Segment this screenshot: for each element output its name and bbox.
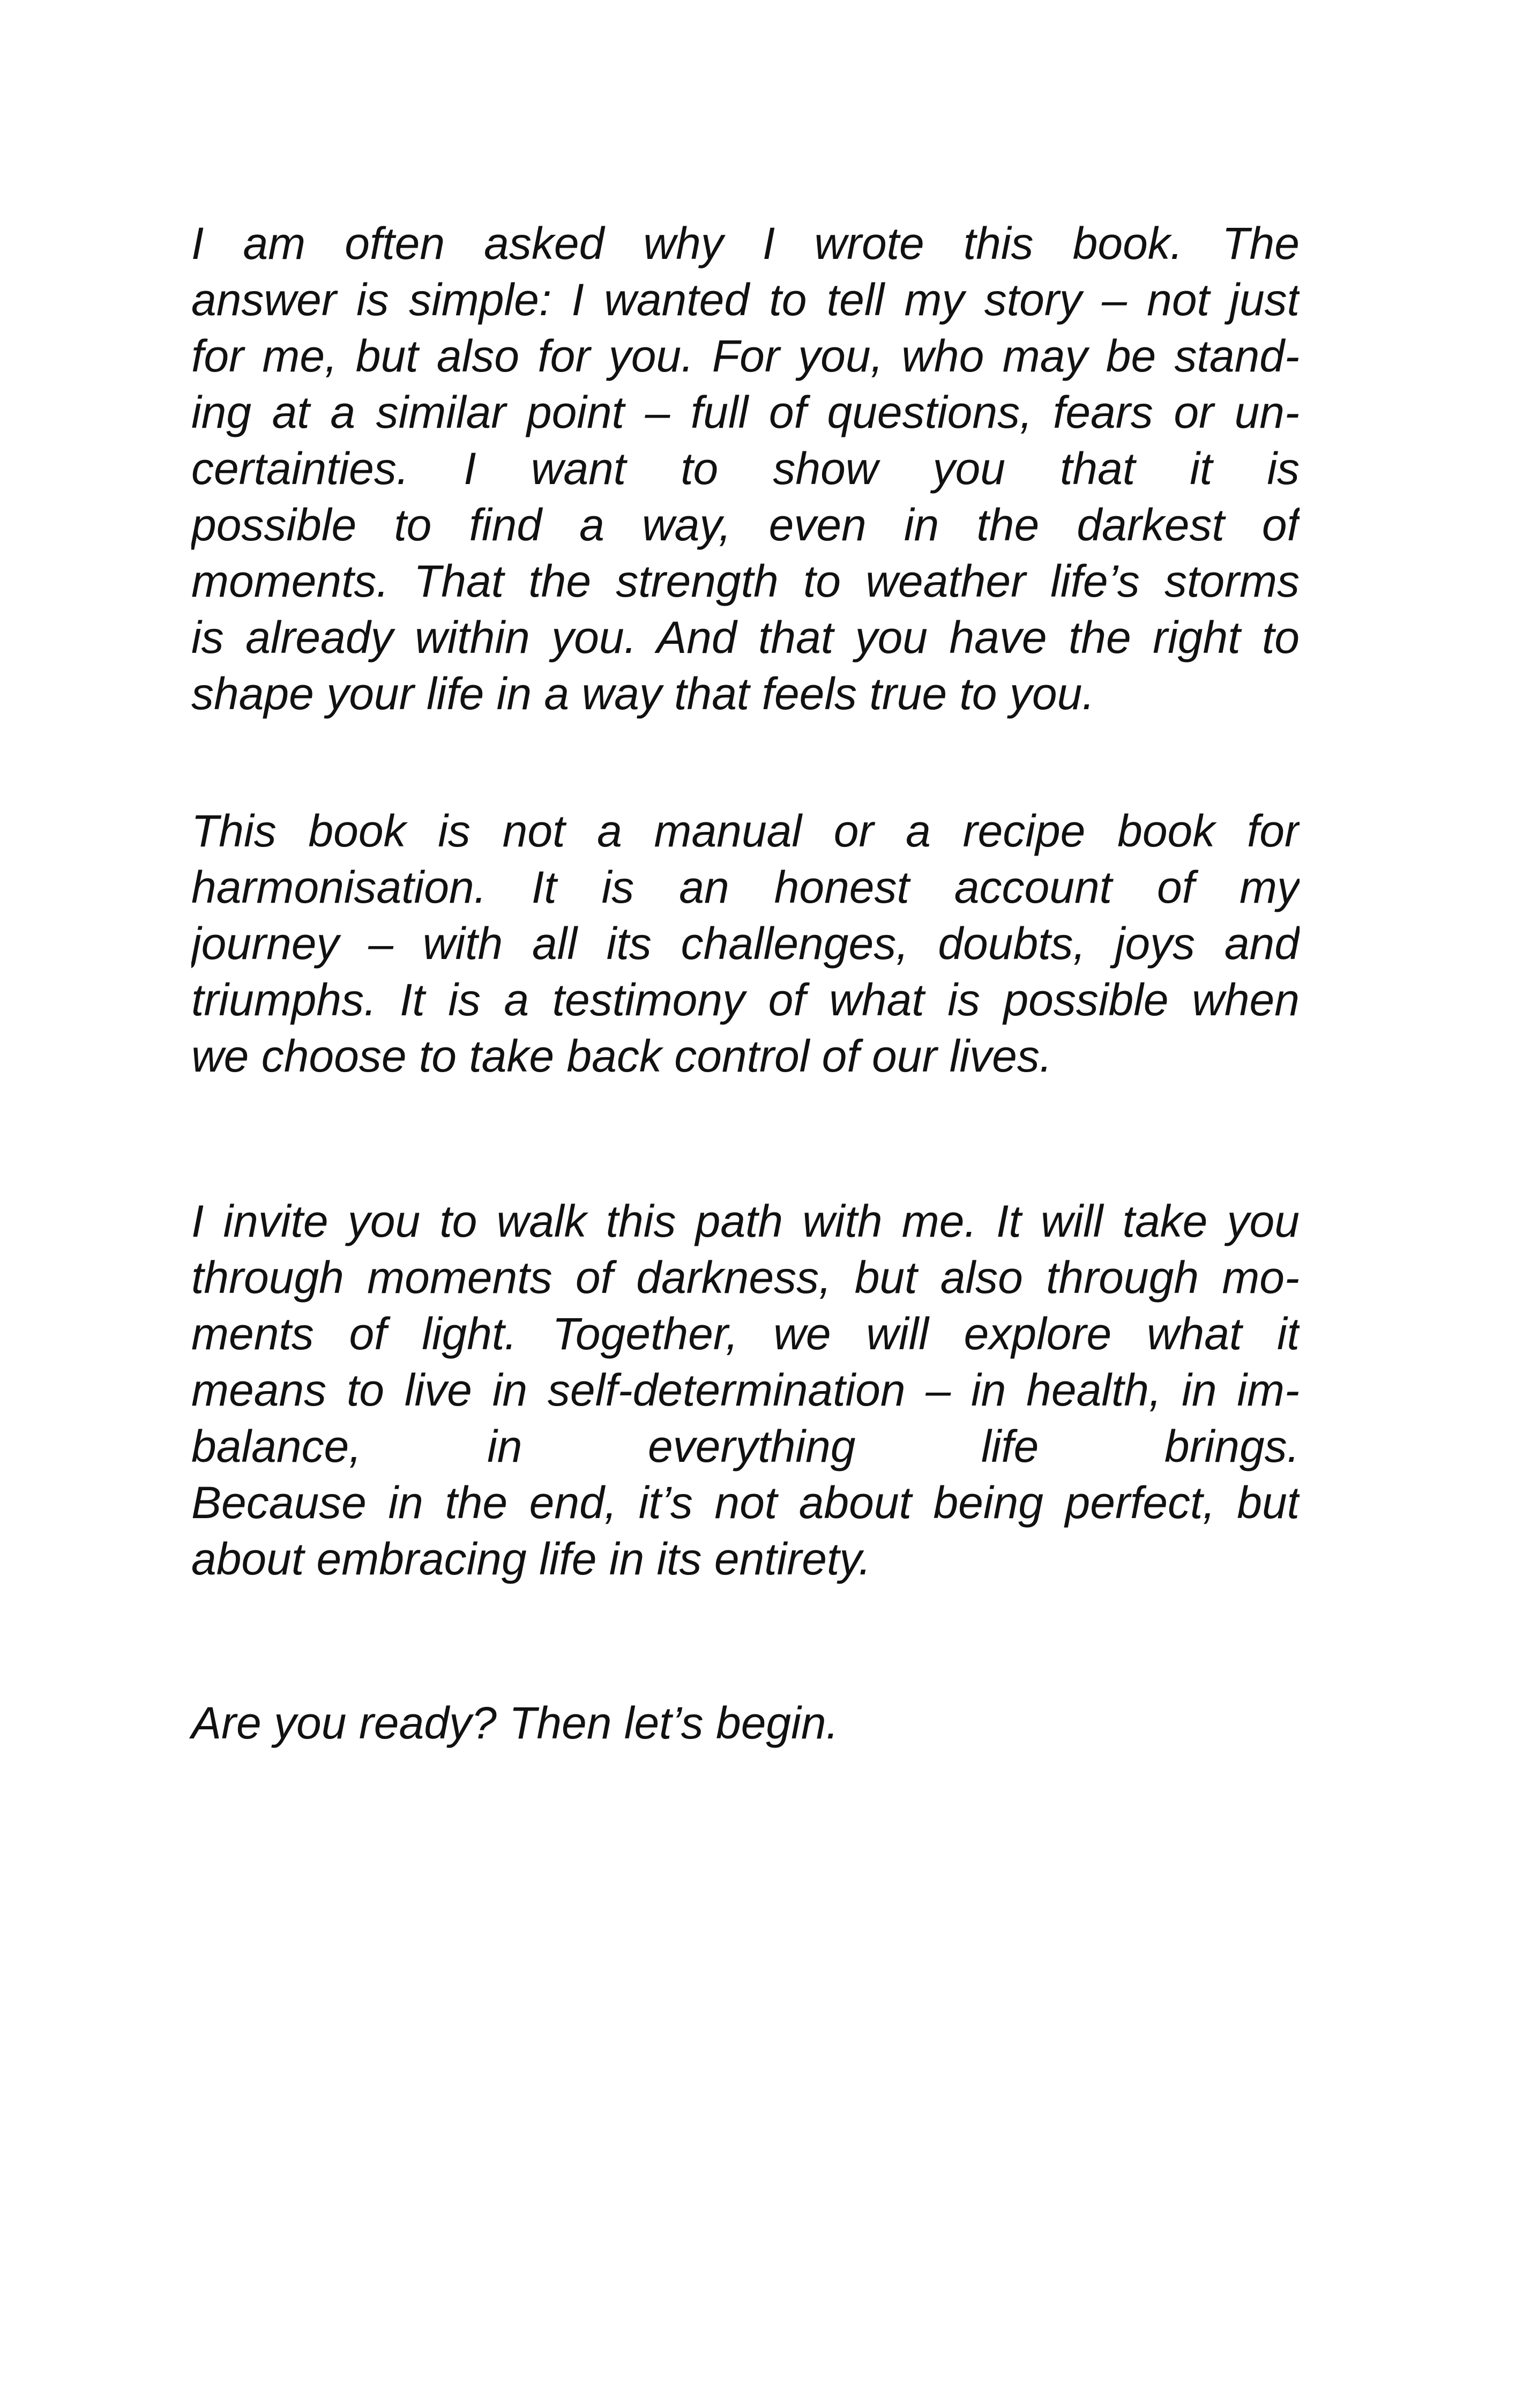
text-line: Are you ready? Then let’s begin. [191, 1698, 839, 1748]
paragraph-not-a-manual [191, 803, 1300, 1084]
text-line: about embracing life in its entirety. [191, 1534, 871, 1584]
text-line: possible to find a way, even in the darkest of [191, 500, 1300, 550]
text-line: ing at a similar point – full of questions, fears or un- [191, 387, 1300, 437]
text-line: triumphs. It is a testimony of what is possible when [191, 975, 1300, 1025]
text-line: harmonisation. It is an honest account of my [191, 862, 1300, 912]
text-line: means to live in self-determination – in health, in im- [191, 1365, 1300, 1415]
text-line: we choose to take back control of our lives. [191, 1031, 1052, 1081]
text-line: certainties. I want to show you that it is [191, 443, 1300, 494]
paragraph-are-you-ready [191, 1695, 1300, 1751]
text-line: ments of light. Together, we will explore what it [191, 1309, 1300, 1359]
text-line: moments. That the strength to weather life’s storms [191, 556, 1300, 606]
text-line: journey – with all its challenges, doubts, joys and [191, 918, 1300, 969]
paragraph-why-i-wrote [191, 215, 1300, 722]
text-line: through moments of darkness, but also through mo- [191, 1252, 1300, 1303]
text-line: balance, in everything life brings. [191, 1421, 1300, 1471]
text-line: I invite you to walk this path with me. It will take you [191, 1196, 1300, 1246]
text-line: I am often asked why I wrote this book. The [191, 218, 1300, 269]
text-line: This book is not a manual or a recipe book for [191, 806, 1300, 856]
text-line: answer is simple: I wanted to tell my story – not just [191, 274, 1300, 325]
text-line: is already within you. And that you have the right to [191, 612, 1300, 663]
text-line: for me, but also for you. For you, who may be stand- [191, 331, 1300, 381]
text-line: shape your life in a way that feels true to you. [191, 668, 1095, 719]
text-line: Because in the end, it’s not about being perfect, but [191, 1477, 1300, 1528]
paragraph-invitation [191, 1193, 1300, 1587]
